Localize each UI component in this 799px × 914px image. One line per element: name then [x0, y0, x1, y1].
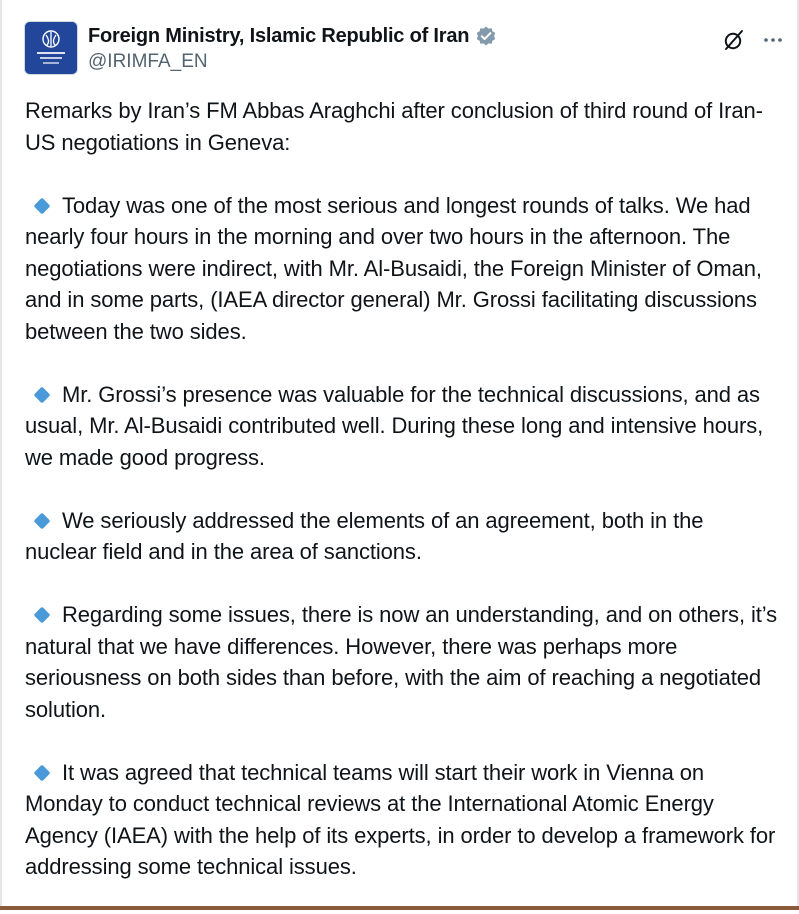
- ministry-emblem-icon: [25, 22, 77, 74]
- name-row: [88, 23, 497, 49]
- verified-badge-icon[interactable]: [475, 25, 497, 47]
- tweet-point-text: Mr. Grossi’s presence was valuable for the technical discussions, and as usual, Mr. Al-Busaidi contributed well. During these long and intensive hours, we made good progress.: [25, 381, 764, 470]
- tweet-point: [25, 599, 780, 725]
- diamond-bullet-icon: [34, 197, 51, 214]
- tweet-header: [24, 21, 784, 79]
- display-name[interactable]: Foreign Ministry, Islamic Republic of Iran: [88, 24, 470, 47]
- more-options-icon[interactable]: [762, 29, 784, 51]
- tweet-point-text: Today was one of the most serious and longest rounds of talks. We had nearly four hours in the morning and over two hours in the afternoon. The negotiations were indirect, with Mr. Al-Busaidi, the Foreign Minister of Oman, and in some parts, (IAEA director general) Mr. Grossi facilitating discussions between the two sides.: [25, 192, 762, 344]
- diamond-bullet-icon: [34, 386, 51, 403]
- tweet-point: [25, 757, 780, 883]
- tweet-point-text: We seriously addressed the elements of an agreement, both in the nuclear field and in the area of sanctions.: [25, 507, 704, 564]
- avatar[interactable]: [24, 21, 78, 75]
- grok-icon[interactable]: [722, 28, 746, 52]
- tweet-point: [25, 505, 780, 568]
- tweet-text: [25, 95, 780, 914]
- diamond-bullet-icon: [34, 512, 51, 529]
- tweet-point-text: Regarding some issues, there is now an understanding, and on others, it’s natural that we have differences. However, there was perhaps more seriousness on both sides than before, with the aim of reaching a negotiated solution.: [25, 602, 778, 722]
- diamond-bullet-icon: [34, 607, 51, 624]
- tweet-point: [25, 190, 780, 348]
- handle[interactable]: @IRIMFA_EN: [88, 51, 208, 72]
- diamond-bullet-icon: [34, 764, 51, 781]
- tweet-actions: [722, 27, 784, 53]
- tweet-intro: Remarks by Iran’s FM Abbas Araghchi after conclusion of third round of Iran-US negotiations in Geneva:: [25, 98, 763, 155]
- tweet-point-text: It was agreed that technical teams will start their work in Vienna on Monday to conduct technical reviews at the International Atomic Energy Agency (IAEA) with the help of its experts, in order to develop a framework for addressing some technical issues.: [25, 759, 776, 879]
- tweet-point: [25, 379, 780, 474]
